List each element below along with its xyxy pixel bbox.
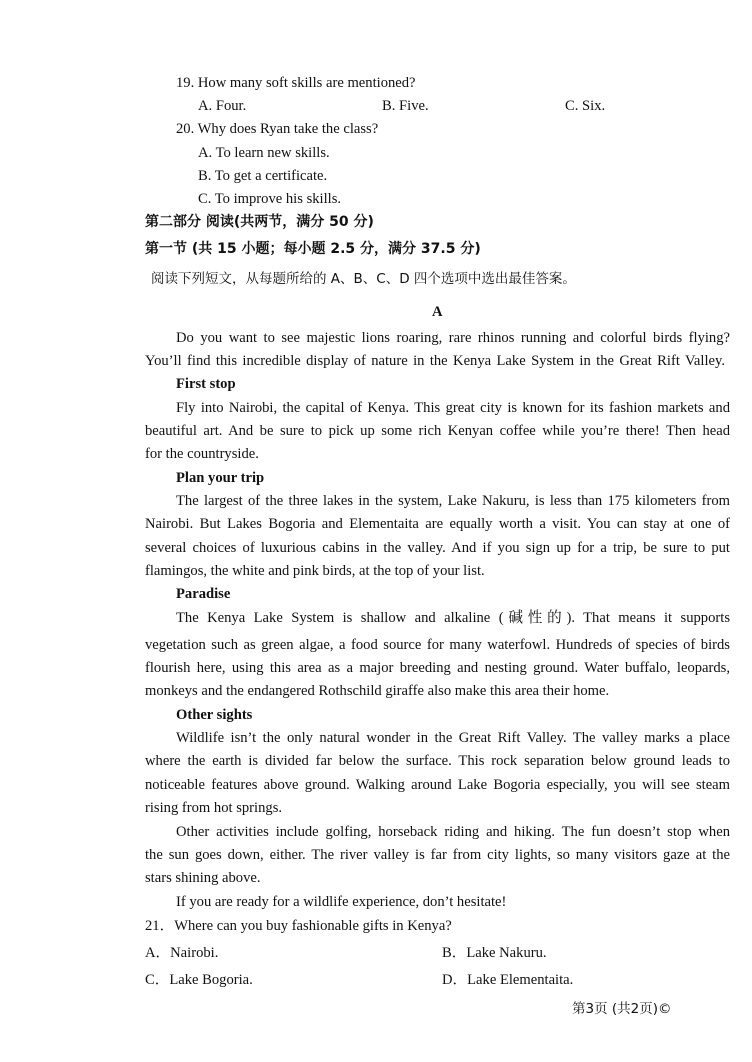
question-21-stem: 21．Where can you buy fashionable gifts in Kenya? <box>145 918 452 934</box>
question-21-option-c: C．Lake Bogoria. <box>145 972 253 988</box>
question-20-option-b: B. To get a certificate. <box>198 168 328 184</box>
part-two-title: 第二部分 阅读(共两节，满分 50 分) <box>145 214 374 230</box>
passage-line: noticeable features above ground. Walking around Lake Bogoria especially, you will see steam <box>145 777 730 793</box>
passage-line: Fly into Nairobi, the capital of Kenya. This great city is known for its fashion markets and <box>176 400 730 416</box>
passage-line: Other activities include golfing, horseback riding and hiking. The fun doesn’t stop when <box>176 824 730 840</box>
passage-line: Do you want to see majestic lions roaring, rare rhinos running and colorful birds flying? <box>176 330 730 346</box>
subheading-first-stop: First stop <box>176 376 236 392</box>
passage-line: Nairobi. But Lakes Bogoria and Elementaita are equally worth a visit. You can stay at one of <box>145 516 730 532</box>
passage-line: stars shining above. <box>145 870 261 886</box>
question-19-option-a: A. Four. <box>198 98 247 114</box>
passage-line: flourish here, using this area as a major breeding and nesting ground. Water buffalo, leopards, <box>145 660 730 676</box>
question-19-stem: 19. How many soft skills are mentioned? <box>176 75 416 91</box>
passage-line: You’ll find this incredible display of nature in the Kenya Lake System in the Great Rift Valley. <box>145 353 725 369</box>
passage-line: vegetation such as green algae, a food source for many waterfowl. Hundreds of species of birds <box>145 637 730 653</box>
subheading-paradise: Paradise <box>176 586 231 602</box>
passage-line: for the countryside. <box>145 446 259 462</box>
question-21-option-b: B．Lake Nakuru. <box>442 945 547 961</box>
passage-line: where the earth is divided far below the surface. This rock separation below ground leads to <box>145 753 730 769</box>
subheading-other-sights: Other sights <box>176 707 253 723</box>
question-19-option-c: C. Six. <box>565 98 606 114</box>
passage-line: If you are ready for a wildlife experience, don’t hesitate! <box>176 894 507 910</box>
passage-line: monkeys and the endangered Rothschild giraffe also make this area their home. <box>145 683 610 699</box>
passage-line: the sun goes down, either. The river valley is far from city lights, so many visitors gaze at the <box>145 847 730 863</box>
reading-instruction: 阅读下列短文，从每题所给的 A、B、C、D 四个选项中选出最佳答案。 <box>151 271 576 287</box>
passage-line: several choices of luxurious cabins in the valley. And if you sign up for a trip, be sure to put <box>145 540 730 556</box>
passage-line: Wildlife isn’t the only natural wonder in the Great Rift Valley. The valley marks a place <box>176 730 730 746</box>
question-19-option-b: B. Five. <box>382 98 429 114</box>
question-21-option-d: D．Lake Elementaita. <box>442 972 574 988</box>
question-20-option-a: A. To learn new skills. <box>198 145 330 161</box>
question-20-stem: 20. Why does Ryan take the class? <box>176 121 379 137</box>
passage-line: The Kenya Lake System is shallow and alkaline (碱性的). That means it supports <box>176 610 730 626</box>
passage-line: beautiful art. And be sure to pick up some rich Kenyan coffee while you’re there! Then head <box>145 423 730 439</box>
passage-line: rising from hot springs. <box>145 800 283 816</box>
question-20-option-c: C. To improve his skills. <box>198 191 342 207</box>
passage-label: A <box>432 304 443 320</box>
subheading-plan-your-trip: Plan your trip <box>176 470 265 486</box>
question-21-option-a: A．Nairobi. <box>145 945 219 961</box>
page-footer: 第3页 (共2页)© <box>572 1001 672 1017</box>
section-one-title: 第一节 (共 15 小题；每小题 2.5 分，满分 37.5 分) <box>145 241 481 257</box>
passage-line: The largest of the three lakes in the system, Lake Nakuru, is less than 175 kilometers from <box>176 493 730 509</box>
passage-line: flamingos, the white and pink birds, at the top of your list. <box>145 563 485 579</box>
